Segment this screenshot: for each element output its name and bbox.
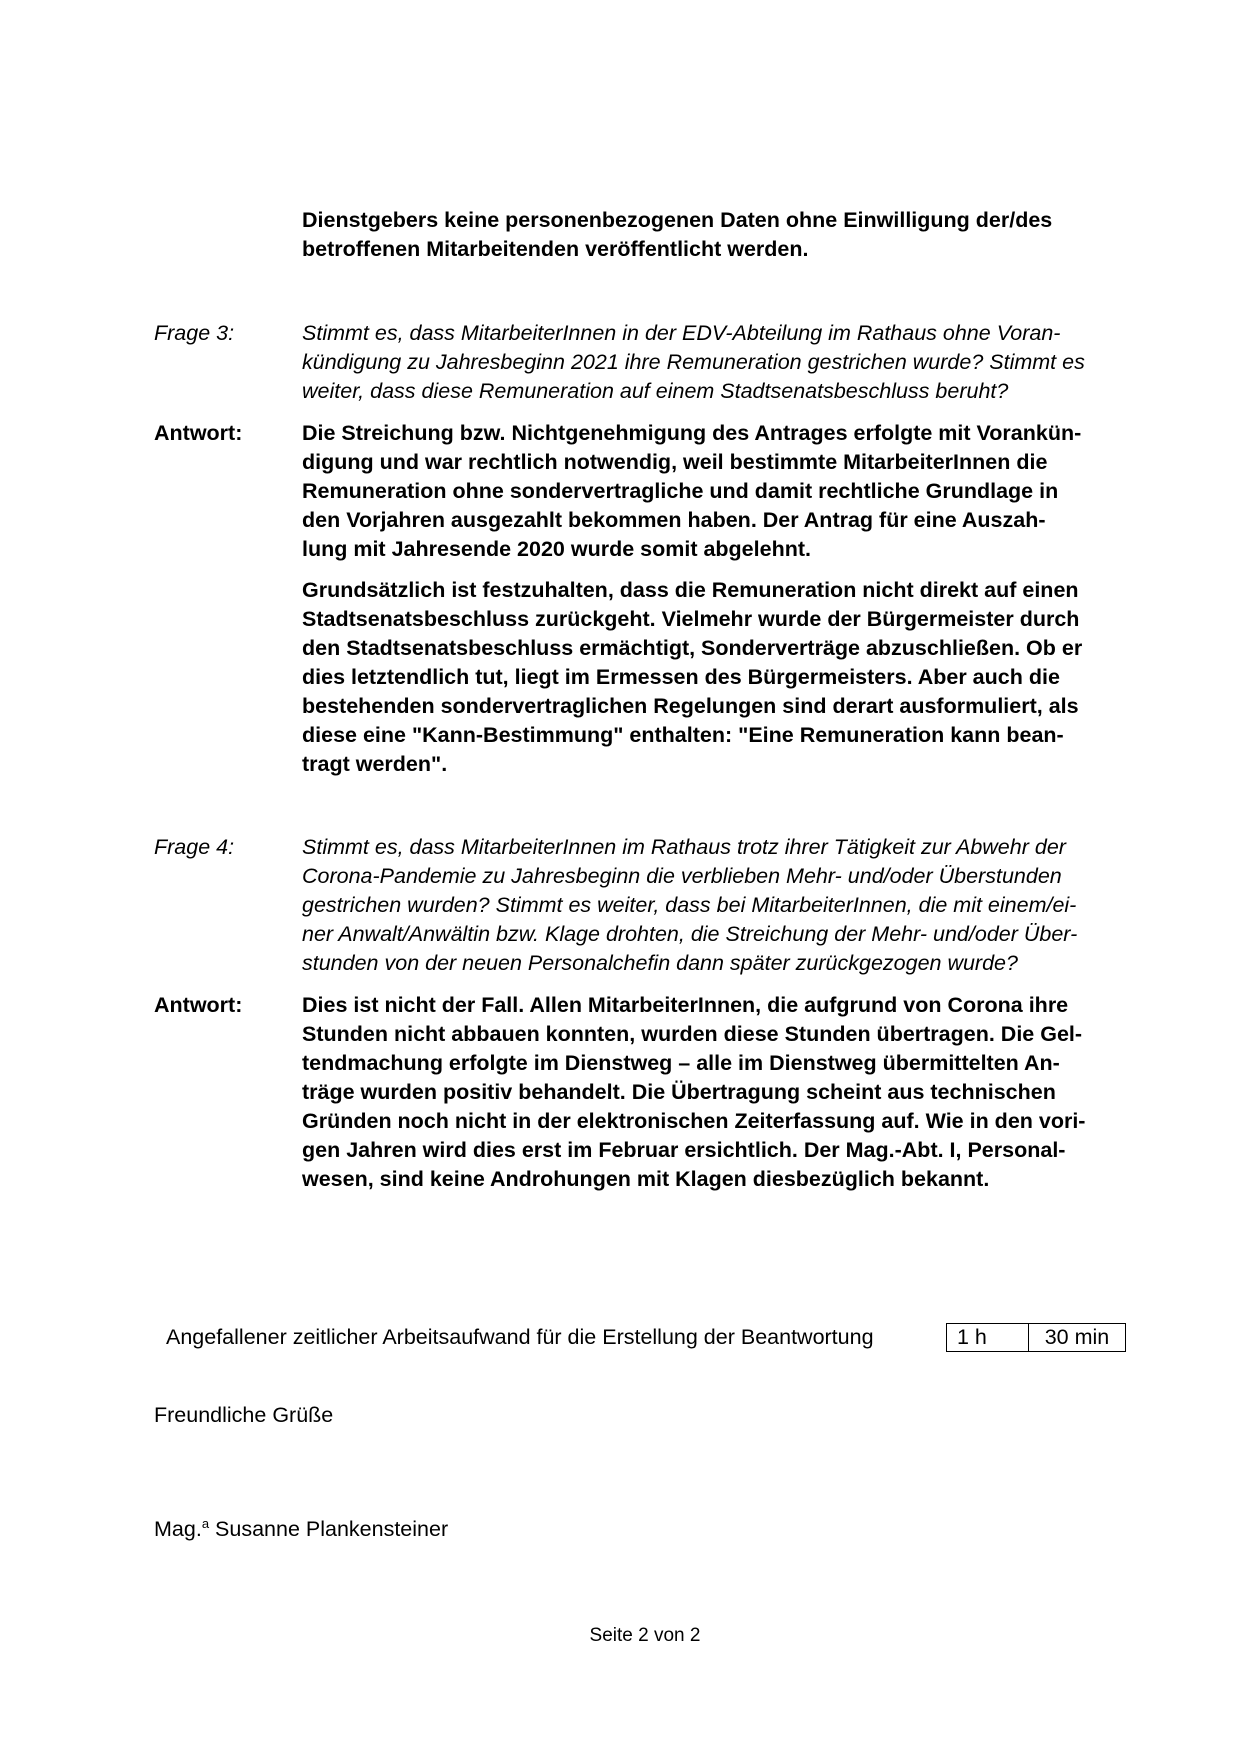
text-line: Dies ist nicht der Fall. Allen MitarbeiterInnen, die aufgrund von Corona ihre [302, 993, 1069, 1017]
answer-4-text [302, 991, 1142, 1194]
text-line: dies letztendlich tut, liegt im Ermessen des Bürgermeisters. Aber auch die [302, 665, 1060, 689]
answer-3-paragraph-2 [302, 576, 1142, 779]
text-line: kündigung zu Jahresbeginn 2021 ihre Remuneration gestrichen wurde? Stimmt es [302, 350, 1085, 374]
text-line: bestehenden sondervertraglichen Regelungen sind derart ausformuliert, als [302, 694, 1079, 718]
text-line: Dienstgebers keine personenbezogenen Daten ohne Einwilligung der/des [302, 208, 1053, 232]
greeting: Freundliche Grüße [154, 1403, 334, 1427]
text-line: betroffenen Mitarbeitenden veröffentlicht werden. [302, 237, 809, 261]
text-line: tragt werden". [302, 752, 448, 776]
text-line: lung mit Jahresende 2020 wurde somit abgelehnt. [302, 537, 811, 561]
intro-paragraph [302, 206, 1142, 264]
answer-3-paragraph-1 [302, 419, 1142, 564]
title-superscript: a [201, 1516, 210, 1531]
text-line: digung und war rechtlich notwendig, weil bestimmte MitarbeiterInnen die [302, 450, 1048, 474]
text-line: Stunden nicht abbauen konnten, wurden diese Stunden übertragen. Die Gel- [302, 1022, 1083, 1046]
effort-hours: 1 h [947, 1324, 1029, 1351]
text-line: gen Jahren wird dies erst im Februar ersichtlich. Der Mag.-Abt. I, Personal- [302, 1138, 1066, 1162]
text-line: Gründen noch nicht in der elektronischen Zeiterfassung auf. Wie in den vori- [302, 1109, 1086, 1133]
text-line: den Stadtsenatsbeschluss ermächtigt, Sonderverträge abzuschließen. Ob er [302, 636, 1083, 660]
text-line: träge wurden positiv behandelt. Die Übertragung scheint aus technischen [302, 1080, 1056, 1104]
text-line: stunden von der neuen Personalchefin dann später zurückgezogen wurde? [302, 951, 1018, 975]
title-prefix: Mag. [154, 1517, 202, 1541]
text-line: gestrichen wurden? Stimmt es weiter, dass bei MitarbeiterInnen, die mit einem/ei- [302, 893, 1077, 917]
text-line: weiter, dass diese Remuneration auf einem Stadtsenatsbeschluss beruht? [302, 379, 1009, 403]
question-4-text [302, 833, 1142, 978]
question-4-label: Frage 4: [154, 835, 235, 859]
question-3-text [302, 319, 1142, 406]
effort-minutes: 30 min [1044, 1325, 1110, 1349]
text-line: wesen, sind keine Androhungen mit Klagen diesbezüglich bekannt. [302, 1167, 990, 1191]
answer-4-label: Antwort: [154, 993, 243, 1017]
text-line: Stimmt es, dass MitarbeiterInnen in der EDV-Abteilung im Rathaus ohne Voran- [302, 321, 1061, 345]
text-line: diese eine "Kann-Bestimmung" enthalten: "Eine Remuneration kann bean- [302, 723, 1064, 747]
text-line: Stimmt es, dass MitarbeiterInnen im Rathaus trotz ihrer Tätigkeit zur Abwehr der [302, 835, 1066, 859]
page-number: Seite 2 von 2 [589, 1625, 701, 1646]
effort-table [946, 1323, 1126, 1352]
question-3-label: Frage 3: [154, 321, 235, 345]
text-line: den Vorjahren ausgezahlt bekommen haben. Der Antrag für eine Auszah- [302, 508, 1046, 532]
text-line: tendmachung erfolgte im Dienstweg – alle im Dienstweg übermittelten An- [302, 1051, 1060, 1075]
text-line: Corona-Pandemie zu Jahresbeginn die verblieben Mehr- und/oder Überstunden [302, 864, 1062, 888]
text-line: Grundsätzlich ist festzuhalten, dass die Remuneration nicht direkt auf einen [302, 578, 1079, 602]
text-line: Die Streichung bzw. Nichtgenehmigung des Antrages erfolgte mit Vorankün- [302, 421, 1082, 445]
text-line: ner Anwalt/Anwältin bzw. Klage drohten, die Streichung der Mehr- und/oder Über- [302, 922, 1078, 946]
signature-name [154, 1510, 448, 1543]
text-line: Remuneration ohne sondervertragliche und damit rechtliche Grundlage in [302, 479, 1059, 503]
answer-3-label: Antwort: [154, 421, 243, 445]
text-line: Stadtsenatsbeschluss zurückgeht. Vielmehr wurde der Bürgermeister durch [302, 607, 1080, 631]
signer-name: Susanne Plankensteiner [215, 1517, 449, 1541]
effort-label: Angefallener zeitlicher Arbeitsaufwand für die Erstellung der Beantwortung [166, 1325, 874, 1349]
